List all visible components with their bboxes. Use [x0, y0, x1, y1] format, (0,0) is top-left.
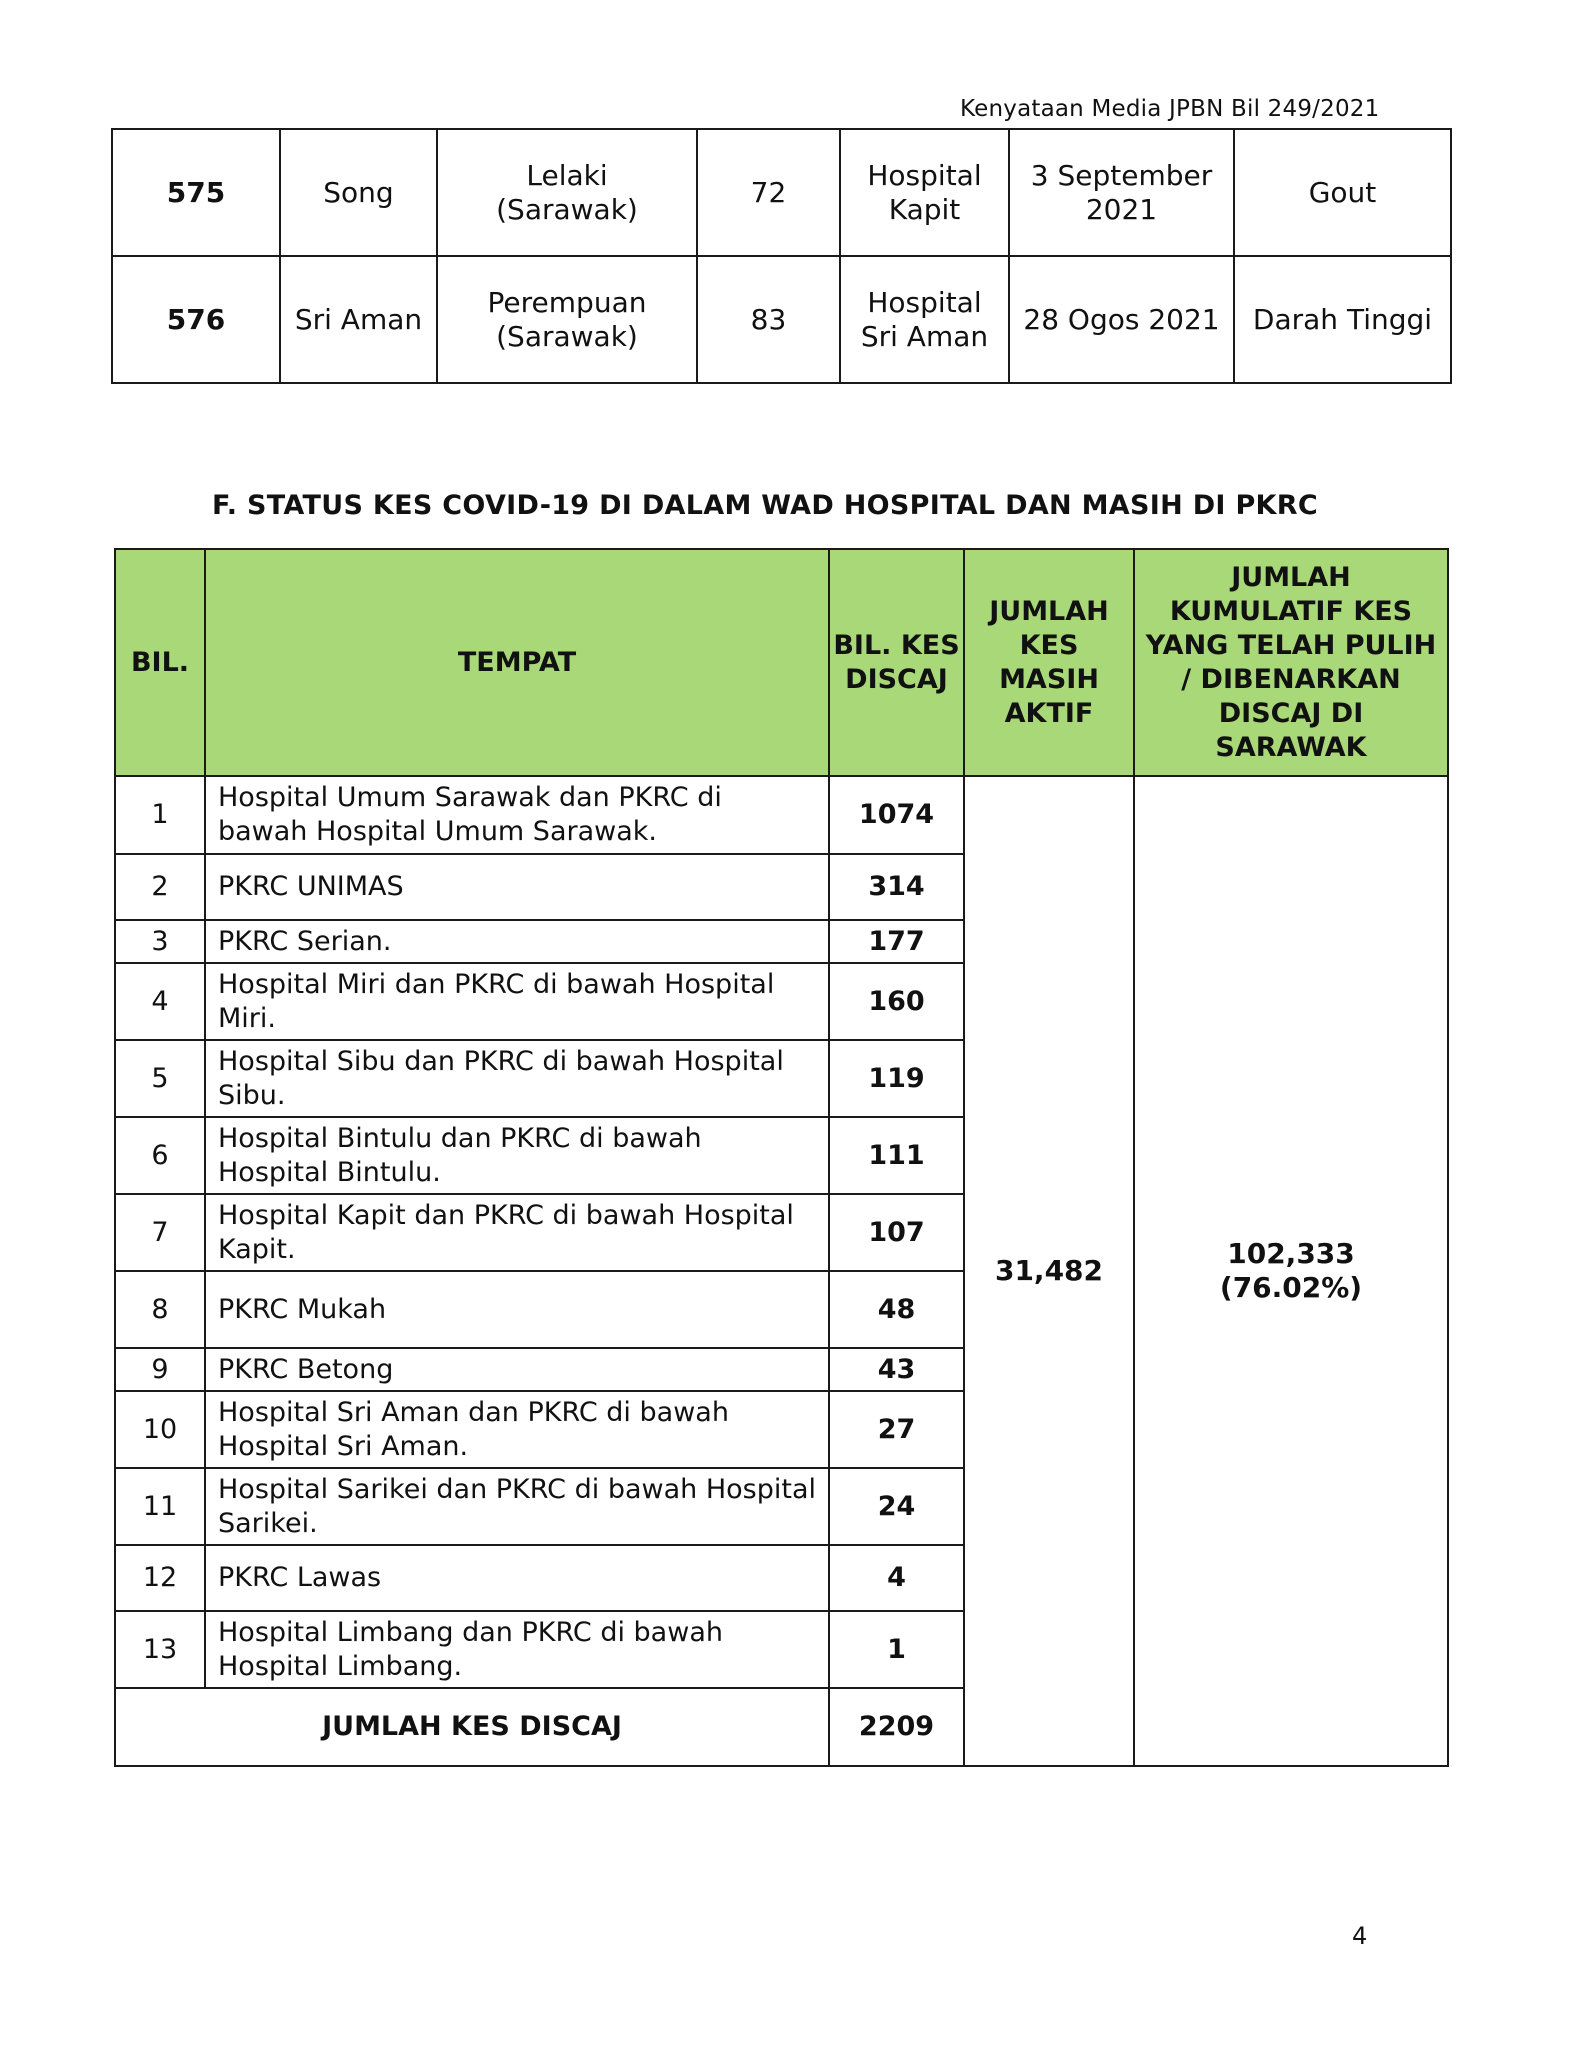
row-tempat: PKRC Lawas [205, 1545, 829, 1611]
document-reference: Kenyataan Media JPBN Bil 249/2021 [960, 96, 1380, 122]
case-location: Song [280, 129, 437, 256]
total-label: JUMLAH KES DISCAJ [115, 1688, 829, 1766]
total-discaj: 2209 [829, 1688, 964, 1766]
case-number: 575 [112, 129, 280, 256]
row-tempat: Hospital Umum Sarawak dan PKRC di bawah Hospital Umum Sarawak. [205, 776, 829, 854]
case-date: 3 September 2021 [1009, 129, 1234, 256]
row-bil: 8 [115, 1271, 205, 1348]
row-discaj: 1 [829, 1611, 964, 1688]
row-tempat: Hospital Sri Aman dan PKRC di bawah Hospital Sri Aman. [205, 1391, 829, 1468]
row-discaj: 43 [829, 1348, 964, 1391]
row-discaj: 27 [829, 1391, 964, 1468]
row-discaj: 111 [829, 1117, 964, 1194]
row-tempat: Hospital Limbang dan PKRC di bawah Hospital Limbang. [205, 1611, 829, 1688]
row-tempat: PKRC Betong [205, 1348, 829, 1391]
row-tempat: PKRC UNIMAS [205, 854, 829, 920]
table-row [115, 776, 1448, 854]
death-cases-table [111, 128, 1452, 384]
case-comorbidity: Gout [1234, 129, 1451, 256]
header-tempat: TEMPAT [205, 549, 829, 776]
case-gender: Perempuan (Sarawak) [437, 256, 697, 383]
row-bil: 2 [115, 854, 205, 920]
case-age: 72 [697, 129, 840, 256]
table-header-row [115, 549, 1448, 776]
row-bil: 1 [115, 776, 205, 854]
row-bil: 6 [115, 1117, 205, 1194]
row-bil: 7 [115, 1194, 205, 1271]
row-bil: 4 [115, 963, 205, 1040]
row-discaj: 1074 [829, 776, 964, 854]
row-tempat: Hospital Miri dan PKRC di bawah Hospital Miri. [205, 963, 829, 1040]
row-bil: 13 [115, 1611, 205, 1688]
case-location: Sri Aman [280, 256, 437, 383]
row-tempat: Hospital Sarikei dan PKRC di bawah Hospital Sarikei. [205, 1468, 829, 1545]
case-comorbidity: Darah Tinggi [1234, 256, 1451, 383]
row-tempat: PKRC Serian. [205, 920, 829, 963]
cumulative-recovered-total: 102,333 (76.02%) [1134, 776, 1448, 1766]
case-age: 83 [697, 256, 840, 383]
row-discaj: 160 [829, 963, 964, 1040]
row-discaj: 119 [829, 1040, 964, 1117]
header-kumulatif: JUMLAH KUMULATIF KES YANG TELAH PULIH / DIBENARKAN DISCAJ DI SARAWAK [1134, 549, 1448, 776]
discharge-status-table [114, 548, 1449, 1767]
row-discaj: 4 [829, 1545, 964, 1611]
case-hospital: Hospital Kapit [840, 129, 1009, 256]
row-bil: 11 [115, 1468, 205, 1545]
row-discaj: 24 [829, 1468, 964, 1545]
case-hospital: Hospital Sri Aman [840, 256, 1009, 383]
row-bil: 3 [115, 920, 205, 963]
row-bil: 5 [115, 1040, 205, 1117]
page-number: 4 [1352, 1922, 1368, 1950]
table-row [112, 256, 1451, 383]
header-bil: BIL. [115, 549, 205, 776]
case-gender: Lelaki (Sarawak) [437, 129, 697, 256]
row-discaj: 177 [829, 920, 964, 963]
row-bil: 10 [115, 1391, 205, 1468]
row-tempat: PKRC Mukah [205, 1271, 829, 1348]
row-bil: 9 [115, 1348, 205, 1391]
table-row [112, 129, 1451, 256]
case-number: 576 [112, 256, 280, 383]
row-discaj: 314 [829, 854, 964, 920]
row-discaj: 107 [829, 1194, 964, 1271]
row-tempat: Hospital Sibu dan PKRC di bawah Hospital Sibu. [205, 1040, 829, 1117]
row-discaj: 48 [829, 1271, 964, 1348]
header-discaj: BIL. KES DISCAJ [829, 549, 964, 776]
case-date: 28 Ogos 2021 [1009, 256, 1234, 383]
row-tempat: Hospital Kapit dan PKRC di bawah Hospital Kapit. [205, 1194, 829, 1271]
row-bil: 12 [115, 1545, 205, 1611]
row-tempat: Hospital Bintulu dan PKRC di bawah Hospital Bintulu. [205, 1117, 829, 1194]
header-aktif: JUMLAH KES MASIH AKTIF [964, 549, 1134, 776]
section-title: F. STATUS KES COVID-19 DI DALAM WAD HOSPITAL DAN MASIH DI PKRC [212, 490, 1318, 521]
active-cases-total: 31,482 [964, 776, 1134, 1766]
